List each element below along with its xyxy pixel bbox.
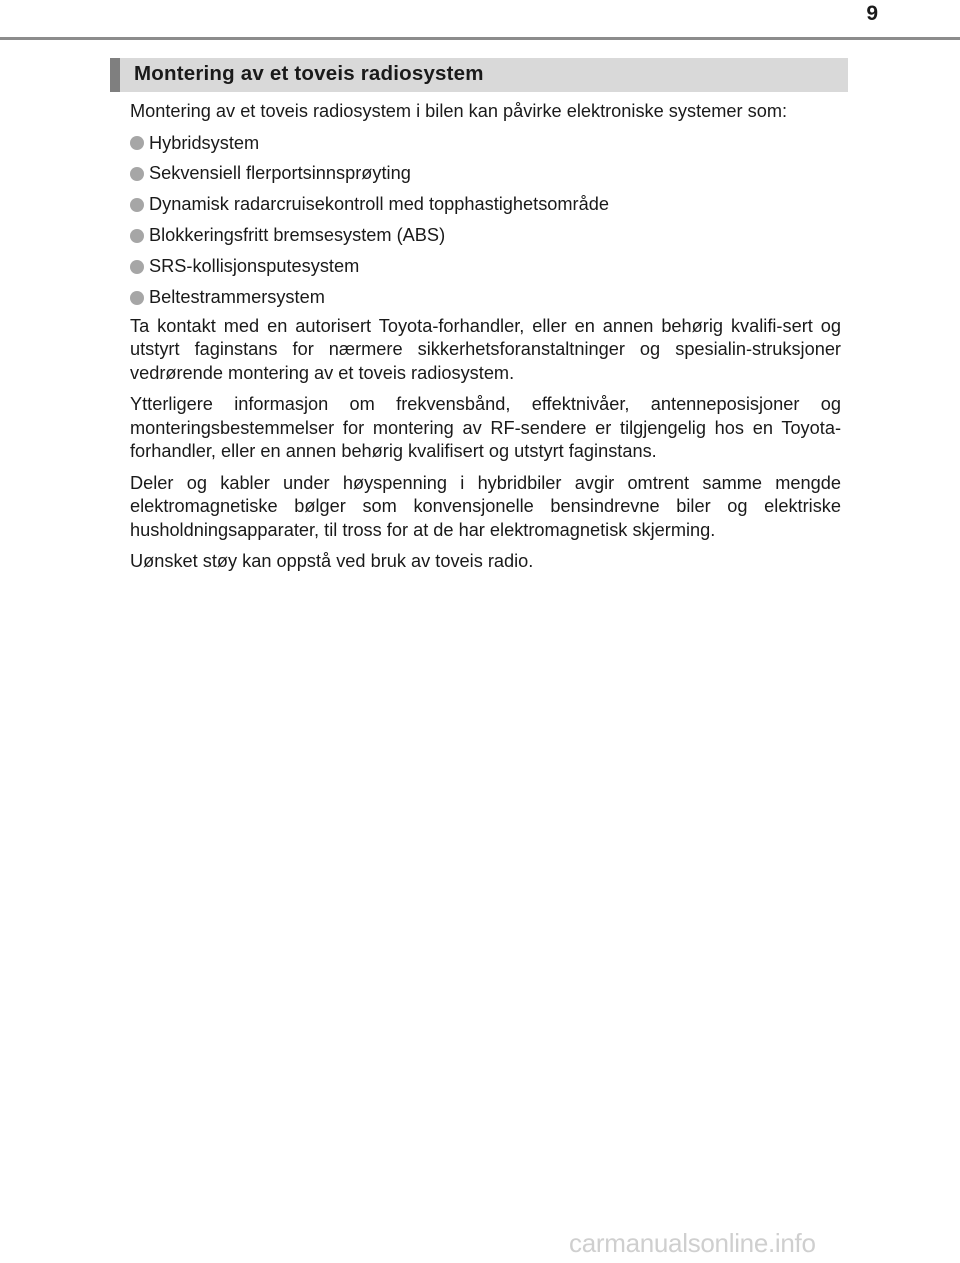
list-item-label: Dynamisk radarcruisekontroll med topphastighetsområde xyxy=(149,194,609,215)
section-title: Montering av et toveis radiosystem xyxy=(134,62,484,85)
bullet-icon xyxy=(130,260,144,274)
list-item xyxy=(130,255,841,279)
list-item xyxy=(130,132,841,156)
list-item xyxy=(130,193,841,217)
list-item-label: Sekvensiell flerportsinnsprøyting xyxy=(149,163,411,184)
intro-paragraph: Montering av et toveis radiosystem i bilen kan påvirke elektroniske systemer som: xyxy=(130,101,788,121)
section-header xyxy=(110,58,848,92)
list-item-label: SRS-kollisjonsputesystem xyxy=(149,256,360,277)
noise-paragraph: Uønsket støy kan oppstå ved bruk av toveis radio. xyxy=(130,551,534,572)
bullet-icon xyxy=(130,136,144,150)
list-item-label: Blokkeringsfritt bremsesystem (ABS) xyxy=(149,225,446,246)
list-item xyxy=(130,286,841,310)
bullet-icon xyxy=(130,198,144,212)
watermark: carmanualsonline.info xyxy=(569,1228,816,1258)
bullet-icon xyxy=(130,291,144,305)
bullet-icon xyxy=(130,229,144,243)
top-divider xyxy=(0,37,960,40)
dealer-contact-paragraph: Ta kontakt med en autorisert Toyota-forhandler, eller en annen behørig kvalifi-sert og utstyrt faginstans for nærmere sikkerhetsforanstaltninger og spesialin-struksjoner vedrørende montering av et toveis radiosystem. xyxy=(130,315,841,383)
list-item xyxy=(130,162,841,186)
section-body xyxy=(130,100,841,582)
page-number: 9 xyxy=(866,2,878,25)
high-voltage-paragraph: Deler og kabler under høyspenning i hybridbiler avgir omtrent samme mengde elektromagnetiske bølger som konvensjonelle bensindrevne biler og elektriske husholdningsapparater, til tross for at de har elektromagnetisk skjerming. xyxy=(130,472,841,540)
list-item xyxy=(130,224,841,248)
bullet-icon xyxy=(130,167,144,181)
frequency-info-paragraph: Ytterligere informasjon om frekvensbånd, effektnivåer, antenneposisjoner og monteringsbestemmelser for montering av RF-sendere er tilgjengelig hos en Toyota-forhandler, eller en annen behørig kvalifisert og utstyrt faginstans. xyxy=(130,394,841,462)
list-item-label: Hybridsystem xyxy=(149,132,260,153)
system-list xyxy=(130,132,841,310)
list-item-label: Beltestrammersystem xyxy=(149,286,325,307)
